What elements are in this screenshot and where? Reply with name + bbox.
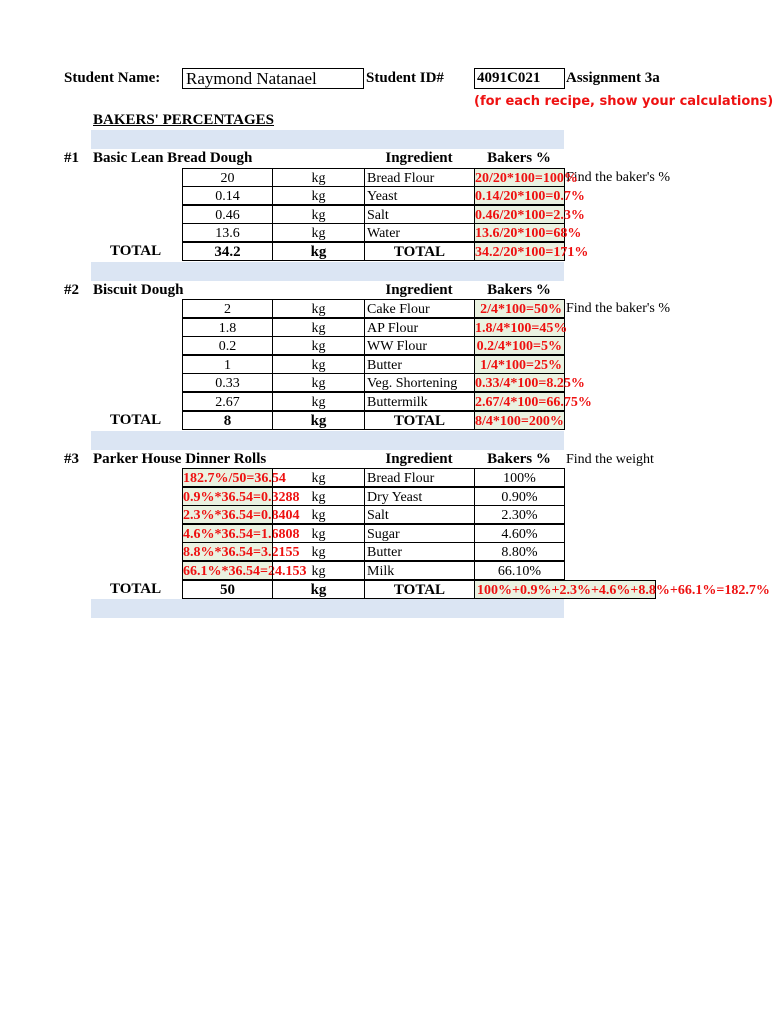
separator-band [91,262,564,281]
qty-cell[interactable]: 1 [182,355,273,374]
total-pct-cell[interactable]: 8/4*100=200% [474,411,565,430]
recipe1-name: Basic Lean Bread Dough [93,150,253,166]
recipe1-instruction: Find the baker's % [566,170,671,185]
calculation-note: (for each recipe, show your calculations) [474,94,773,109]
bakers-pct-cell[interactable]: 0.33/4*100=8.25% [474,373,565,392]
recipe1-ingredient-header: Ingredient [385,150,453,166]
total-ingredient-cell[interactable]: TOTAL [364,411,475,430]
ingredient-cell[interactable]: Cake Flour [364,299,475,318]
bakers-pct-cell[interactable]: 13.6/20*100=68% [474,223,565,242]
assignment-label: Assignment 3a [566,70,660,86]
total-qty-cell[interactable]: 50 [182,580,273,599]
separator-band [91,130,564,149]
unit-cell[interactable]: kg [272,505,365,524]
recipe3-bakers-header: Bakers % [487,451,551,467]
qty-cell[interactable]: 0.46 [182,205,273,224]
recipe3-instruction: Find the weight [566,452,654,467]
qty-cell[interactable]: 8.8%*36.54=3.2155 [182,542,273,561]
qty-cell[interactable]: 0.33 [182,373,273,392]
bakers-pct-cell[interactable]: 1/4*100=25% [474,355,565,374]
recipe2-ingredient-header: Ingredient [385,282,453,298]
bakers-pct-cell[interactable]: 0.90% [474,487,565,506]
separator-band [91,599,564,618]
student-name-box[interactable] [182,68,364,89]
unit-cell[interactable]: kg [272,542,365,561]
unit-cell[interactable]: kg [272,373,365,392]
qty-cell[interactable]: 2.3%*36.54=0.8404 [182,505,273,524]
ingredient-cell[interactable]: Bread Flour [364,468,475,487]
bakers-pct-cell[interactable]: 20/20*100=100% [474,168,565,187]
total-qty-cell[interactable]: 8 [182,411,273,430]
recipe1-number: #1 [64,150,79,166]
ingredient-cell[interactable]: Veg. Shortening [364,373,475,392]
ingredient-cell[interactable]: Bread Flour [364,168,475,187]
student-id-box[interactable] [474,68,565,89]
ingredient-cell[interactable]: Water [364,223,475,242]
bakers-pct-cell[interactable]: 1.8/4*100=45% [474,318,565,337]
unit-cell[interactable]: kg [272,205,365,224]
bakers-pct-cell[interactable]: 66.10% [474,561,565,580]
unit-cell[interactable]: kg [272,223,365,242]
qty-cell[interactable]: 66.1%*36.54=24.153 [182,561,273,580]
unit-cell[interactable]: kg [272,299,365,318]
unit-cell[interactable]: kg [272,336,365,355]
qty-cell[interactable]: 0.2 [182,336,273,355]
student-name-label: Student Name: [64,70,161,86]
recipe3-ingredient-header: Ingredient [385,451,453,467]
ingredient-cell[interactable]: AP Flour [364,318,475,337]
bakers-pct-cell[interactable]: 8.80% [474,542,565,561]
unit-cell[interactable]: kg [272,524,365,543]
recipe2-name: Biscuit Dough [93,282,184,298]
recipe1-bakers-header: Bakers % [487,150,551,166]
unit-cell[interactable]: kg [272,468,365,487]
ingredient-cell[interactable]: Butter [364,355,475,374]
unit-cell[interactable]: kg [272,318,365,337]
bakers-pct-cell[interactable]: 0.14/20*100=0.7% [474,186,565,205]
separator-band [91,431,564,450]
unit-cell[interactable]: kg [272,487,365,506]
total-unit-cell[interactable]: kg [272,580,365,599]
qty-cell[interactable]: 1.8 [182,318,273,337]
unit-cell[interactable]: kg [272,168,365,187]
recipe2-bakers-header: Bakers % [487,282,551,298]
recipe2-number: #2 [64,282,79,298]
ingredient-cell[interactable]: Salt [364,505,475,524]
ingredient-cell[interactable]: Milk [364,561,475,580]
total-unit-cell[interactable]: kg [272,242,365,261]
bakers-pct-cell[interactable]: 100% [474,468,565,487]
total-ingredient-cell[interactable]: TOTAL [364,242,475,261]
unit-cell[interactable]: kg [272,561,365,580]
qty-cell[interactable]: 20 [182,168,273,187]
qty-cell[interactable]: 0.14 [182,186,273,205]
total-unit-cell[interactable]: kg [272,411,365,430]
qty-cell[interactable]: 4.6%*36.54=1.6808 [182,524,273,543]
unit-cell[interactable]: kg [272,355,365,374]
qty-cell[interactable]: 2.67 [182,392,273,411]
bakers-pct-cell[interactable]: 4.60% [474,524,565,543]
ingredient-cell[interactable]: Butter [364,542,475,561]
total-ingredient-cell[interactable]: TOTAL [364,580,475,599]
bakers-pct-cell[interactable]: 0.46/20*100=2.3% [474,205,565,224]
bakers-pct-cell[interactable]: 2/4*100=50% [474,299,565,318]
recipe2-instruction: Find the baker's % [566,301,671,316]
qty-cell[interactable]: 2 [182,299,273,318]
recipe3-number: #3 [64,451,79,467]
qty-cell[interactable]: 0.9%*36.54=0.3288 [182,487,273,506]
total-pct-cell[interactable]: 34.2/20*100=171% [474,242,565,261]
ingredient-cell[interactable]: Yeast [364,186,475,205]
bakers-pct-cell[interactable]: 2.67/4*100=66.75% [474,392,565,411]
qty-cell[interactable]: 13.6 [182,223,273,242]
page-title: BAKERS' PERCENTAGES [93,112,275,128]
qty-cell[interactable]: 182.7%/50=36.54 [182,468,273,487]
total-label: TOTAL [110,412,162,428]
recipe3-name: Parker House Dinner Rolls [93,451,267,467]
student-name-value: Raymond Natanael [186,69,317,88]
ingredient-cell[interactable]: Sugar [364,524,475,543]
ingredient-cell[interactable]: WW Flour [364,336,475,355]
total-pct-cell[interactable]: 100%+0.9%+2.3%+4.6%+8.8%+66.1%=182.7% [474,580,656,599]
student-id-value: 4091C021 [477,70,541,86]
total-label: TOTAL [110,243,162,259]
ingredient-cell[interactable]: Salt [364,205,475,224]
bakers-pct-cell[interactable]: 0.2/4*100=5% [474,336,565,355]
total-label: TOTAL [110,581,162,597]
unit-cell[interactable]: kg [272,186,365,205]
unit-cell[interactable]: kg [272,392,365,411]
total-qty-cell[interactable]: 34.2 [182,242,273,261]
bakers-pct-cell[interactable]: 2.30% [474,505,565,524]
student-id-label: Student ID# [366,70,444,86]
ingredient-cell[interactable]: Dry Yeast [364,487,475,506]
ingredient-cell[interactable]: Buttermilk [364,392,475,411]
